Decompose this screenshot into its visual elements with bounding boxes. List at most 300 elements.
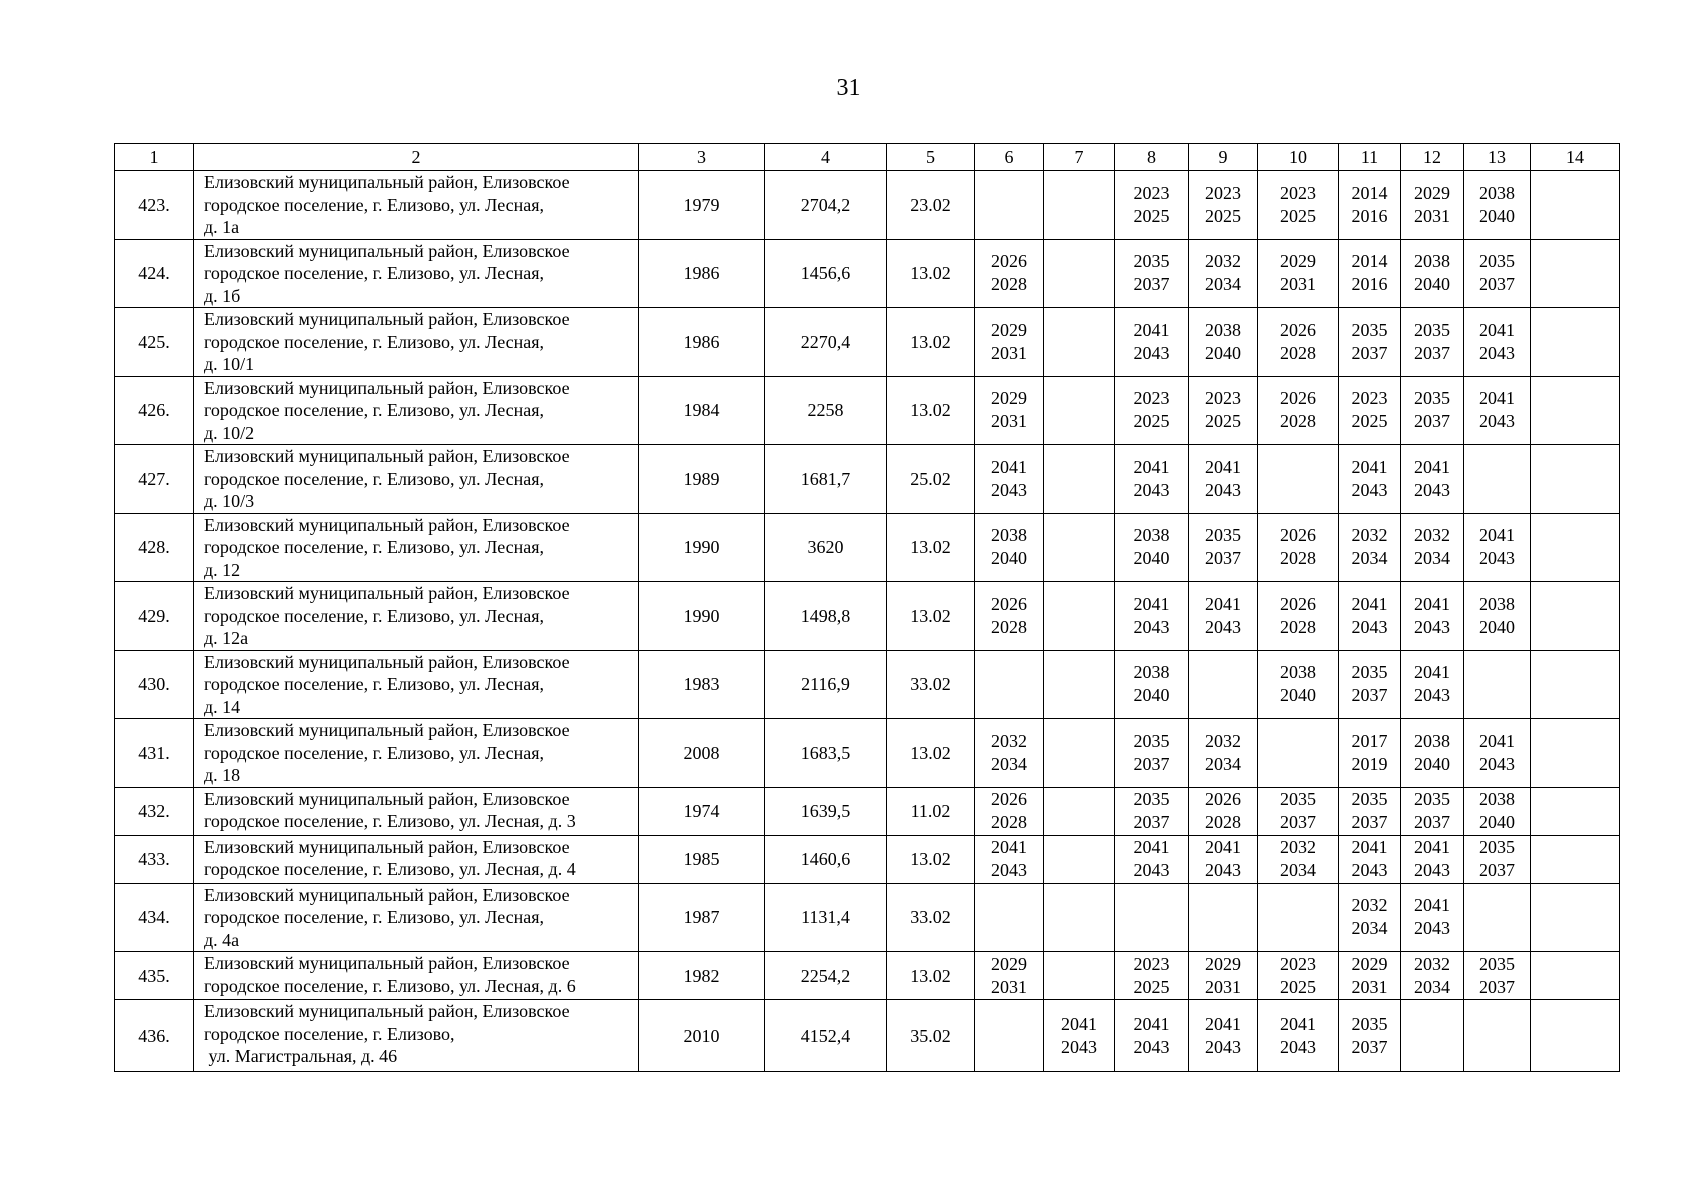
period-year: 2043 xyxy=(1414,479,1450,500)
period-cell xyxy=(1115,952,1189,1000)
period-cell xyxy=(1115,171,1189,240)
period-year: 2037 xyxy=(1414,812,1450,832)
period-cell xyxy=(1464,952,1531,1000)
column-number-cell: 10 xyxy=(1258,144,1339,171)
period-year: 2031 xyxy=(1414,205,1450,226)
address-cell xyxy=(194,835,639,883)
period-cell xyxy=(1464,513,1531,582)
period-year: 2026 xyxy=(1205,789,1241,809)
row-number-cell: 436. xyxy=(115,1000,194,1072)
period-year: 2041 xyxy=(1479,388,1515,409)
area-cell: 3620 xyxy=(765,513,887,582)
period-cell xyxy=(1258,719,1339,788)
period-cell xyxy=(1531,883,1620,952)
period-year: 2034 xyxy=(1280,860,1316,880)
row-number-cell: 429. xyxy=(115,582,194,651)
period-year: 2043 xyxy=(1351,860,1388,880)
period-year: 2040 xyxy=(1479,205,1515,226)
period-year: 2043 xyxy=(1414,685,1450,706)
period-year: 2029 xyxy=(991,953,1027,974)
period-year: 2038 xyxy=(1133,662,1170,683)
period-cell xyxy=(1044,883,1115,952)
period-cell xyxy=(1258,376,1339,445)
address-line: Елизовский муниципальный район, Елизовское xyxy=(204,651,570,672)
period-year: 2019 xyxy=(1351,753,1388,774)
period-cell xyxy=(1531,719,1620,788)
address-line: д. 12а xyxy=(204,628,249,648)
period-year: 2028 xyxy=(1280,411,1316,432)
period-year: 2035 xyxy=(1479,837,1515,857)
address-line: городское поселение, г. Елизово, ул. Лесная, xyxy=(204,194,545,215)
period-year: 2029 xyxy=(1414,182,1450,203)
period-cell xyxy=(1531,445,1620,514)
row-number-cell: 430. xyxy=(115,650,194,719)
period-year: 2037 xyxy=(1351,342,1388,363)
period-year: 2035 xyxy=(1479,953,1515,974)
period-cell xyxy=(1531,952,1620,1000)
period-cell xyxy=(1044,308,1115,377)
period-cell xyxy=(1258,835,1339,883)
period-cell xyxy=(975,171,1044,240)
period-cell xyxy=(1464,171,1531,240)
period-cell xyxy=(1531,513,1620,582)
period-year: 2041 xyxy=(1479,319,1515,340)
period-year: 2041 xyxy=(991,456,1027,477)
address-line: Елизовский муниципальный район, Елизовское xyxy=(204,884,570,905)
code-cell: 23.02 xyxy=(887,171,975,240)
period-year: 2028 xyxy=(1280,342,1316,363)
period-year: 2041 xyxy=(1414,662,1450,683)
period-cell xyxy=(1115,239,1189,308)
period-cell xyxy=(1115,787,1189,835)
period-year: 2034 xyxy=(1351,548,1388,569)
period-year: 2032 xyxy=(991,730,1027,751)
area-cell: 2254,2 xyxy=(765,952,887,1000)
period-year: 2041 xyxy=(1133,456,1170,477)
table-row xyxy=(115,171,1620,240)
period-year: 2040 xyxy=(991,548,1027,569)
period-year: 2034 xyxy=(1205,753,1241,774)
period-cell xyxy=(1189,308,1258,377)
period-year: 2035 xyxy=(1479,251,1515,272)
period-cell xyxy=(1189,239,1258,308)
address-line: д. 12 xyxy=(204,559,241,580)
table-row xyxy=(115,883,1620,952)
address-line: городское поселение, г. Елизово, ул. Лесная, д. 3 xyxy=(204,811,576,831)
address-cell xyxy=(194,582,639,651)
address-line: д. 1а xyxy=(204,217,240,237)
period-cell xyxy=(975,239,1044,308)
row-number-cell: 433. xyxy=(115,835,194,883)
period-cell xyxy=(1401,239,1464,308)
area-cell: 1681,7 xyxy=(765,445,887,514)
year-cell: 1987 xyxy=(639,883,765,952)
period-year: 2043 xyxy=(1205,860,1241,880)
period-year: 2040 xyxy=(1133,685,1170,706)
period-cell xyxy=(1115,835,1189,883)
period-cell xyxy=(1115,376,1189,445)
period-year: 2041 xyxy=(1205,1013,1241,1034)
period-cell xyxy=(1258,883,1339,952)
period-year: 2035 xyxy=(1133,251,1170,272)
period-year: 2043 xyxy=(1205,479,1241,500)
period-year: 2035 xyxy=(1414,388,1450,409)
area-cell: 4152,4 xyxy=(765,1000,887,1072)
period-cell xyxy=(1401,883,1464,952)
period-year: 2023 xyxy=(1280,182,1316,203)
period-cell xyxy=(1464,1000,1531,1072)
address-line: ул. Магистральная, д. 46 xyxy=(204,1046,398,1066)
row-number-cell: 434. xyxy=(115,883,194,952)
column-number-cell: 12 xyxy=(1401,144,1464,171)
period-year: 2037 xyxy=(1351,812,1388,832)
period-cell xyxy=(1531,239,1620,308)
address-line: д. 10/1 xyxy=(204,354,255,374)
period-year: 2026 xyxy=(1280,525,1316,546)
period-year: 2023 xyxy=(1205,182,1241,203)
table-row xyxy=(115,1000,1620,1072)
period-year: 2028 xyxy=(991,812,1027,832)
column-number-cell: 14 xyxy=(1531,144,1620,171)
period-year: 2016 xyxy=(1351,205,1388,226)
period-cell xyxy=(1339,650,1401,719)
period-year: 2037 xyxy=(1479,860,1515,880)
period-year: 2041 xyxy=(1133,837,1170,857)
table-row xyxy=(115,239,1620,308)
period-year: 2038 xyxy=(1414,730,1450,751)
period-year: 2041 xyxy=(1351,593,1388,614)
period-year: 2026 xyxy=(1280,319,1316,340)
period-cell xyxy=(1258,239,1339,308)
period-year: 2037 xyxy=(1414,342,1450,363)
table-row xyxy=(115,582,1620,651)
period-year: 2029 xyxy=(991,319,1027,340)
area-cell: 1131,4 xyxy=(765,883,887,952)
code-cell: 13.02 xyxy=(887,719,975,788)
period-year: 2026 xyxy=(1280,388,1316,409)
period-year: 2028 xyxy=(1280,616,1316,637)
period-year: 2032 xyxy=(1351,895,1388,916)
period-cell xyxy=(1464,239,1531,308)
period-cell xyxy=(1464,719,1531,788)
period-cell xyxy=(1531,171,1620,240)
period-year: 2041 xyxy=(1414,593,1450,614)
period-year: 2043 xyxy=(1133,1036,1170,1057)
row-number-cell: 427. xyxy=(115,445,194,514)
address-cell xyxy=(194,883,639,952)
period-year: 2038 xyxy=(1280,662,1316,683)
period-year: 2043 xyxy=(1133,860,1170,880)
address-line: городское поселение, г. Елизово, ул. Лесная, xyxy=(204,263,545,283)
period-year: 2040 xyxy=(1414,274,1450,295)
period-year: 2041 xyxy=(1205,456,1241,477)
address-line: Елизовский муниципальный район, Елизовское xyxy=(204,514,570,535)
period-cell xyxy=(1189,883,1258,952)
period-cell xyxy=(975,445,1044,514)
period-year: 2041 xyxy=(1414,837,1450,857)
address-cell xyxy=(194,1000,639,1072)
period-year: 2017 xyxy=(1351,730,1388,751)
period-cell xyxy=(1464,650,1531,719)
code-cell: 13.02 xyxy=(887,835,975,883)
address-cell xyxy=(194,787,639,835)
row-number-cell: 431. xyxy=(115,719,194,788)
period-cell xyxy=(1339,308,1401,377)
period-cell xyxy=(1044,952,1115,1000)
address-cell xyxy=(194,650,639,719)
period-year: 2028 xyxy=(991,616,1027,637)
row-number-cell: 432. xyxy=(115,787,194,835)
period-cell xyxy=(1339,835,1401,883)
period-year: 2041 xyxy=(1351,456,1388,477)
period-cell xyxy=(1044,835,1115,883)
period-year: 2023 xyxy=(1205,388,1241,409)
period-year: 2031 xyxy=(991,976,1027,997)
address-line: д. 18 xyxy=(204,765,241,785)
period-year: 2043 xyxy=(1351,479,1388,500)
period-year: 2043 xyxy=(1479,753,1515,774)
address-line: городское поселение, г. Елизово, ул. Лесная, xyxy=(204,907,545,927)
period-year: 2035 xyxy=(1414,319,1450,340)
period-cell xyxy=(1339,171,1401,240)
period-year: 2034 xyxy=(1414,548,1450,569)
period-year: 2016 xyxy=(1351,274,1388,295)
period-cell xyxy=(1531,308,1620,377)
period-cell xyxy=(1189,582,1258,651)
year-cell: 1989 xyxy=(639,445,765,514)
period-cell xyxy=(1044,1000,1115,1072)
period-cell xyxy=(1339,513,1401,582)
address-line: Елизовский муниципальный район, Елизовское xyxy=(204,446,570,466)
period-year: 2037 xyxy=(1351,685,1388,706)
period-cell xyxy=(1258,171,1339,240)
row-number-cell: 425. xyxy=(115,308,194,377)
address-line: д. 14 xyxy=(204,696,241,717)
period-year: 2025 xyxy=(1133,205,1170,226)
row-number-cell: 428. xyxy=(115,513,194,582)
period-year: 2041 xyxy=(991,837,1027,857)
area-cell: 2704,2 xyxy=(765,171,887,240)
period-cell xyxy=(1258,1000,1339,1072)
address-line: Елизовский муниципальный район, Елизовское xyxy=(204,720,570,740)
period-cell xyxy=(1401,835,1464,883)
period-cell xyxy=(1401,513,1464,582)
period-cell xyxy=(1464,835,1531,883)
year-cell: 1986 xyxy=(639,239,765,308)
address-line: городское поселение, г. Елизово, ул. Лесная, xyxy=(204,400,545,420)
column-number-cell: 9 xyxy=(1189,144,1258,171)
area-cell: 1460,6 xyxy=(765,835,887,883)
address-line: д. 1б xyxy=(204,285,241,306)
code-cell: 13.02 xyxy=(887,376,975,445)
table-row xyxy=(115,445,1620,514)
period-year: 2038 xyxy=(1414,251,1450,272)
period-cell xyxy=(1115,719,1189,788)
code-cell: 13.02 xyxy=(887,952,975,1000)
period-cell xyxy=(1531,787,1620,835)
period-cell xyxy=(1189,952,1258,1000)
period-cell xyxy=(1189,719,1258,788)
period-year: 2035 xyxy=(1280,789,1316,809)
building-registry-table xyxy=(114,143,1620,1072)
period-year: 2035 xyxy=(1351,789,1388,809)
period-year: 2034 xyxy=(1414,976,1450,997)
period-year: 2043 xyxy=(1479,342,1515,363)
period-year: 2043 xyxy=(991,479,1027,500)
period-year: 2029 xyxy=(1205,953,1241,974)
address-line: Елизовский муниципальный район, Елизовское xyxy=(204,240,570,261)
period-year: 2040 xyxy=(1479,812,1515,832)
table-row xyxy=(115,719,1620,788)
period-cell xyxy=(1115,308,1189,377)
table-body xyxy=(115,144,1620,1072)
period-year: 2041 xyxy=(1479,730,1515,751)
address-cell xyxy=(194,952,639,1000)
period-cell xyxy=(1115,513,1189,582)
period-year: 2038 xyxy=(1205,319,1241,340)
period-year: 2041 xyxy=(1414,456,1450,477)
period-cell xyxy=(1464,883,1531,952)
year-cell: 1990 xyxy=(639,582,765,651)
address-line: д. 4а xyxy=(204,929,240,950)
code-cell: 13.02 xyxy=(887,582,975,651)
column-number-cell: 1 xyxy=(115,144,194,171)
period-year: 2043 xyxy=(1061,1036,1097,1057)
address-line: д. 10/3 xyxy=(204,491,255,511)
period-year: 2026 xyxy=(991,789,1027,809)
address-line: городское поселение, г. Елизово, ул. Лесная, xyxy=(204,742,545,763)
year-cell: 1984 xyxy=(639,376,765,445)
table-row xyxy=(115,650,1620,719)
period-year: 2031 xyxy=(1205,976,1241,997)
period-year: 2041 xyxy=(1414,895,1450,916)
period-cell xyxy=(1401,1000,1464,1072)
period-cell xyxy=(1531,376,1620,445)
period-cell xyxy=(1115,1000,1189,1072)
address-line: городское поселение, г. Елизово, ул. Лесная, xyxy=(204,468,545,489)
period-year: 2038 xyxy=(1133,525,1170,546)
year-cell: 2010 xyxy=(639,1000,765,1072)
period-cell xyxy=(1115,445,1189,514)
period-year: 2031 xyxy=(991,411,1027,432)
address-line: городское поселение, г. Елизово, ул. Лесная, д. 4 xyxy=(204,859,576,879)
address-cell xyxy=(194,308,639,377)
period-cell xyxy=(975,787,1044,835)
period-cell xyxy=(975,883,1044,952)
period-year: 2040 xyxy=(1205,342,1241,363)
period-year: 2032 xyxy=(1351,525,1388,546)
period-cell xyxy=(975,513,1044,582)
period-year: 2038 xyxy=(1479,593,1515,614)
period-year: 2035 xyxy=(1133,730,1170,751)
period-cell xyxy=(1258,445,1339,514)
address-line: Елизовский муниципальный район, Елизовское xyxy=(204,377,570,398)
row-number-cell: 424. xyxy=(115,239,194,308)
year-cell: 1974 xyxy=(639,787,765,835)
period-cell xyxy=(975,650,1044,719)
period-cell xyxy=(1339,445,1401,514)
period-cell xyxy=(1189,445,1258,514)
period-cell xyxy=(1464,582,1531,651)
column-number-cell: 11 xyxy=(1339,144,1401,171)
year-cell: 1982 xyxy=(639,952,765,1000)
address-line: Елизовский муниципальный район, Елизовское xyxy=(204,309,570,329)
period-year: 2025 xyxy=(1280,205,1316,226)
column-number-cell: 3 xyxy=(639,144,765,171)
period-cell xyxy=(1464,308,1531,377)
period-year: 2040 xyxy=(1280,685,1316,706)
period-cell xyxy=(1531,835,1620,883)
column-number-cell: 6 xyxy=(975,144,1044,171)
period-year: 2040 xyxy=(1414,753,1450,774)
period-year: 2029 xyxy=(1351,953,1388,974)
address-line: Елизовский муниципальный район, Елизовское xyxy=(204,836,570,857)
table-row xyxy=(115,835,1620,883)
address-line: Елизовский муниципальный район, Елизовское xyxy=(204,172,570,192)
year-cell: 1979 xyxy=(639,171,765,240)
period-year: 2032 xyxy=(1414,525,1450,546)
address-line: городское поселение, г. Елизово, ул. Лесная, xyxy=(204,537,545,557)
address-line: Елизовский муниципальный район, Елизовское xyxy=(204,953,570,973)
period-year: 2035 xyxy=(1351,662,1388,683)
period-cell xyxy=(1115,650,1189,719)
column-number-cell: 2 xyxy=(194,144,639,171)
period-year: 2037 xyxy=(1205,548,1241,569)
code-cell: 35.02 xyxy=(887,1000,975,1072)
period-year: 2025 xyxy=(1351,411,1388,432)
period-cell xyxy=(1531,650,1620,719)
period-year: 2043 xyxy=(1133,479,1170,500)
address-cell xyxy=(194,376,639,445)
address-line: Елизовский муниципальный район, Елизовское xyxy=(204,788,570,809)
code-cell: 13.02 xyxy=(887,239,975,308)
period-year: 2032 xyxy=(1205,730,1241,751)
period-year: 2028 xyxy=(991,274,1027,295)
period-year: 2041 xyxy=(1205,593,1241,614)
period-year: 2028 xyxy=(1280,548,1316,569)
period-year: 2043 xyxy=(1479,411,1515,432)
period-cell xyxy=(1044,650,1115,719)
period-year: 2043 xyxy=(1133,616,1170,637)
year-cell: 1985 xyxy=(639,835,765,883)
period-cell xyxy=(1339,883,1401,952)
period-year: 2026 xyxy=(1280,593,1316,614)
period-cell xyxy=(1044,513,1115,582)
period-year: 2041 xyxy=(1133,1013,1170,1034)
address-line: городское поселение, г. Елизово, ул. Лесная, xyxy=(204,674,545,694)
area-cell: 2270,4 xyxy=(765,308,887,377)
period-cell xyxy=(1044,719,1115,788)
period-cell xyxy=(1339,952,1401,1000)
period-year: 2025 xyxy=(1280,976,1316,997)
period-cell xyxy=(1189,835,1258,883)
period-cell xyxy=(975,835,1044,883)
period-year: 2041 xyxy=(1205,837,1241,857)
period-cell xyxy=(975,1000,1044,1072)
period-year: 2023 xyxy=(1133,182,1170,203)
period-cell xyxy=(1401,787,1464,835)
period-year: 2025 xyxy=(1205,411,1241,432)
period-cell xyxy=(1189,171,1258,240)
period-cell xyxy=(975,308,1044,377)
period-year: 2026 xyxy=(991,593,1027,614)
period-cell xyxy=(1044,376,1115,445)
row-number-cell: 435. xyxy=(115,952,194,1000)
period-cell xyxy=(1258,650,1339,719)
period-year: 2032 xyxy=(1414,953,1450,974)
period-year: 2037 xyxy=(1133,274,1170,295)
period-year: 2041 xyxy=(1351,837,1388,857)
